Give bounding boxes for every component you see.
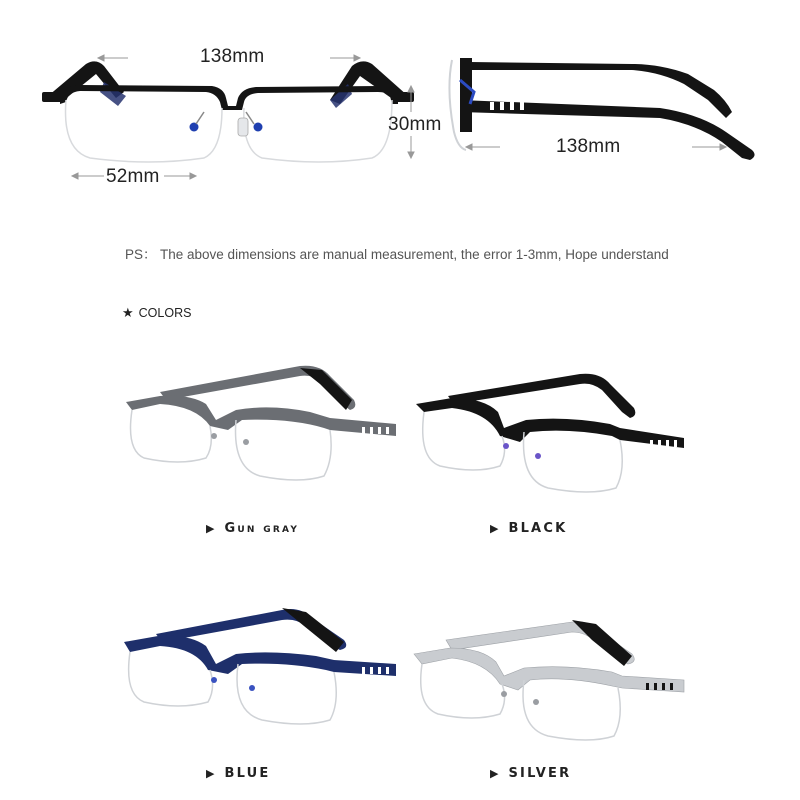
triangle-right-icon: ▶ — [490, 767, 499, 780]
colors-heading-label: COLORS — [138, 306, 192, 320]
variant-label: SILVER — [508, 766, 572, 781]
variant-caption-gun-gray — [206, 521, 299, 536]
temple-length-label: 138mm — [556, 136, 621, 157]
triangle-right-icon: ▶ — [206, 767, 215, 780]
variant-caption-silver — [490, 766, 571, 781]
lens-height-label: 30mm — [388, 114, 442, 135]
variant-caption-black — [490, 521, 567, 536]
star-icon: ★ — [122, 305, 134, 320]
frame-width-label: 138mm — [200, 46, 265, 67]
measurement-note: PS： The above dimensions are manual measurement, the error 1-3mm, Hope understand — [125, 247, 669, 262]
lens-width-label: 52mm — [106, 166, 160, 187]
variant-caption-blue — [206, 766, 270, 781]
triangle-right-icon: ▶ — [490, 522, 499, 535]
variant-label: Gun gray — [224, 521, 300, 536]
triangle-right-icon: ▶ — [206, 522, 215, 535]
variant-label: BLACK — [508, 521, 568, 536]
variant-label: BLUE — [224, 766, 271, 781]
